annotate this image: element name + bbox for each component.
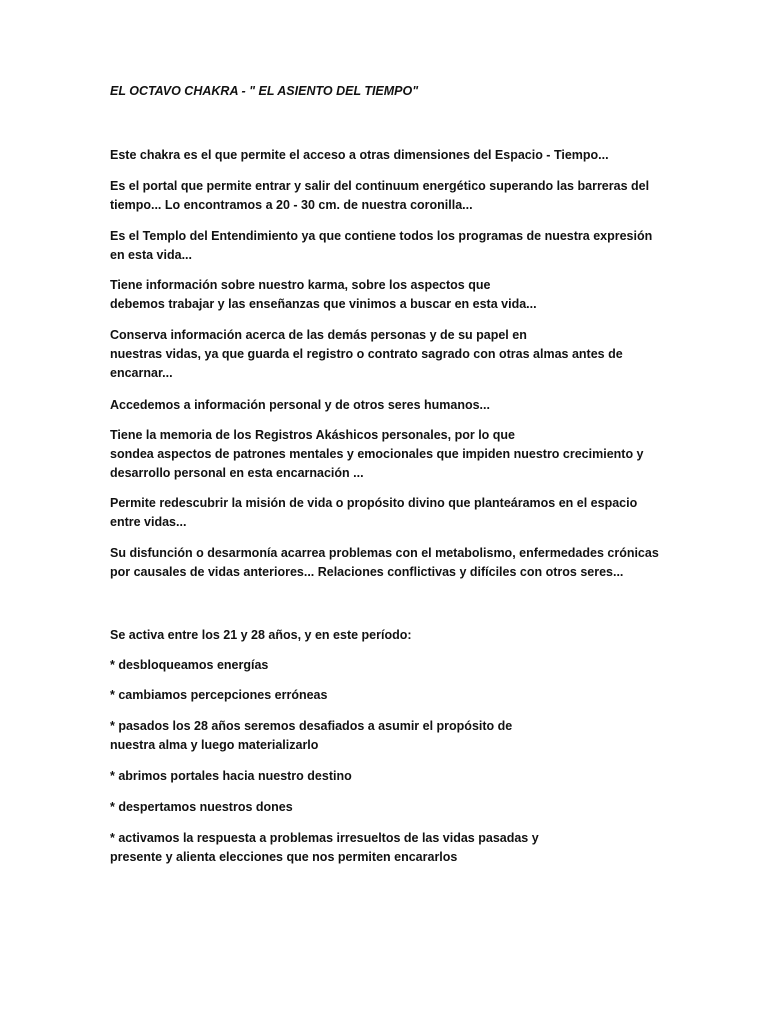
paragraph-line: Tiene información sobre nuestro karma, sobre los aspectos que xyxy=(110,278,491,292)
paragraph-line: Conserva información acerca de las demás personas y de su papel en xyxy=(110,328,527,342)
document-title: EL OCTAVO CHAKRA - " EL ASIENTO DEL TIEMPO" xyxy=(110,84,419,98)
bullet-line: * pasados los 28 años seremos desafiados a asumir el propósito de xyxy=(110,719,513,733)
bullet-line: * abrimos portales hacia nuestro destino xyxy=(110,769,352,783)
paragraph-line: encarnar... xyxy=(110,366,173,380)
paragraph-line: entre vidas... xyxy=(110,515,187,529)
bullet-line: nuestra alma y luego materializarlo xyxy=(110,738,319,752)
paragraph-line: Es el Templo del Entendimiento ya que contiene todos los programas de nuestra expresión xyxy=(110,229,653,243)
paragraph-line: desarrollo personal en esta encarnación ... xyxy=(110,466,364,480)
paragraph xyxy=(110,326,650,383)
paragraph xyxy=(110,396,650,415)
bullet-item xyxy=(110,656,650,675)
bullet-line: presente y alienta elecciones que nos permiten encararlos xyxy=(110,850,458,864)
bullet-item xyxy=(110,767,650,786)
paragraph-line: Es el portal que permite entrar y salir del continuum energético superando las barreras del xyxy=(110,179,650,193)
paragraph xyxy=(110,494,650,532)
paragraph-line: nuestras vidas, ya que guarda el registro o contrato sagrado con otras almas antes de xyxy=(110,347,623,361)
bullet-line: * desbloqueamos energías xyxy=(110,658,269,672)
bullet-line: * cambiamos percepciones erróneas xyxy=(110,688,328,702)
paragraph-line: sondea aspectos de patrones mentales y emocionales que impiden nuestro crecimiento y xyxy=(110,447,644,461)
paragraph-line: Tiene la memoria de los Registros Akáshicos personales, por lo que xyxy=(110,428,515,442)
paragraph xyxy=(110,177,650,215)
paragraph xyxy=(110,276,650,314)
bullet-item xyxy=(110,798,650,817)
paragraph-line: Accedemos a información personal y de otros seres humanos... xyxy=(110,398,490,412)
paragraph-line: Este chakra es el que permite el acceso a otras dimensiones del Espacio - Tiempo... xyxy=(110,148,609,162)
bullet-line: * activamos la respuesta a problemas irresueltos de las vidas pasadas y xyxy=(110,831,539,845)
bullet-line: * despertamos nuestros dones xyxy=(110,800,293,814)
paragraph-line: debemos trabajar y las enseñanzas que vinimos a buscar en esta vida... xyxy=(110,297,537,311)
paragraph-line: Permite redescubrir la misión de vida o propósito divino que planteáramos en el espacio xyxy=(110,496,638,510)
bullet-item xyxy=(110,717,650,755)
paragraph xyxy=(110,544,659,582)
paragraph-line: en esta vida... xyxy=(110,248,192,262)
activation-intro-line: Se activa entre los 21 y 28 años, y en este período: xyxy=(110,628,412,642)
bullet-item xyxy=(110,686,650,705)
paragraph-line: por causales de vidas anteriores... Relaciones conflictivas y difíciles con otros seres... xyxy=(110,565,624,579)
paragraph xyxy=(110,426,650,483)
activation-intro xyxy=(110,626,650,645)
bullet-item xyxy=(110,829,650,867)
paragraph-line: tiempo... Lo encontramos a 20 - 30 cm. de nuestra coronilla... xyxy=(110,198,473,212)
paragraph xyxy=(110,146,650,165)
paragraph-line: Su disfunción o desarmonía acarrea problemas con el metabolismo, enfermedades crónicas xyxy=(110,546,659,560)
paragraph xyxy=(110,227,653,265)
